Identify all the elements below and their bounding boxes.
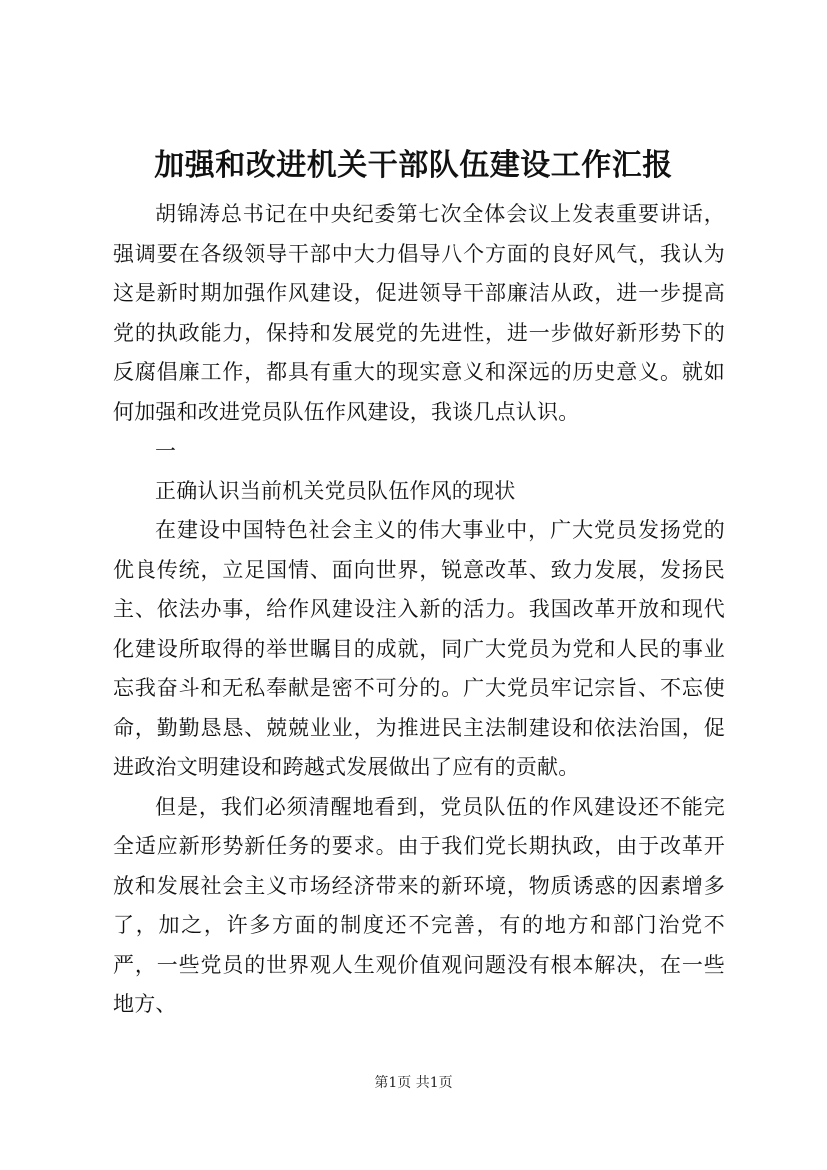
intro-paragraph: 胡锦涛总书记在中央纪委第七次全体会议上发表重要讲话，强调要在各级领导干部中大力倡导八个方面的良好风气，我认为这是新时期加强作风建设，促进领导干部廉洁从政，进一步提高党的执政能力，保持和发展党的先进性，进一步做好新形势下的反腐倡廉工作，都具有重大的现实意义和深远的历史意义。就如何加强和改进党员队伍作风建设，我谈几点认识。 (113, 202, 725, 424)
section-paragraph-2: 但是，我们必须清醒地看到，党员队伍的作风建设还不能完全适应新形势新任务的要求。由于我们党长期执政，由于改革开放和发展社会主义市场经济带来的新环境，物质诱惑的因素增多了，加之，许多方面的制度还不完善，有的地方和部门治党不严，一些党员的世界观人生观价值观问题没有根本解决，在一些地方、 (113, 794, 725, 1016)
page-footer: 第1页 共1页 (374, 1075, 453, 1091)
section-paragraph-1: 在建设中国特色社会主义的伟大事业中，广大党员发扬党的优良传统，立足国情、面向世界，锐意改革、致力发展，发扬民主、依法办事，给作风建设注入新的活力。我国改革开放和现代化建设所取得的举世瞩目的成就，同广大党员为党和人民的事业忘我奋斗和无私奉献是密不可分的。广大党员牢记宗旨、不忘使命，勤勤恳恳、兢兢业业，为推进民主法制建设和依法治国，促进政治文明建设和跨越式发展做出了应有的贡献。 (113, 518, 725, 779)
section-number: 一 (155, 439, 177, 463)
document-body (113, 195, 725, 1025)
section-heading: 正确认识当前机关党员队伍作风的现状 (155, 478, 516, 503)
document-title: 加强和改进机关干部队伍建设工作汇报 (154, 148, 673, 183)
